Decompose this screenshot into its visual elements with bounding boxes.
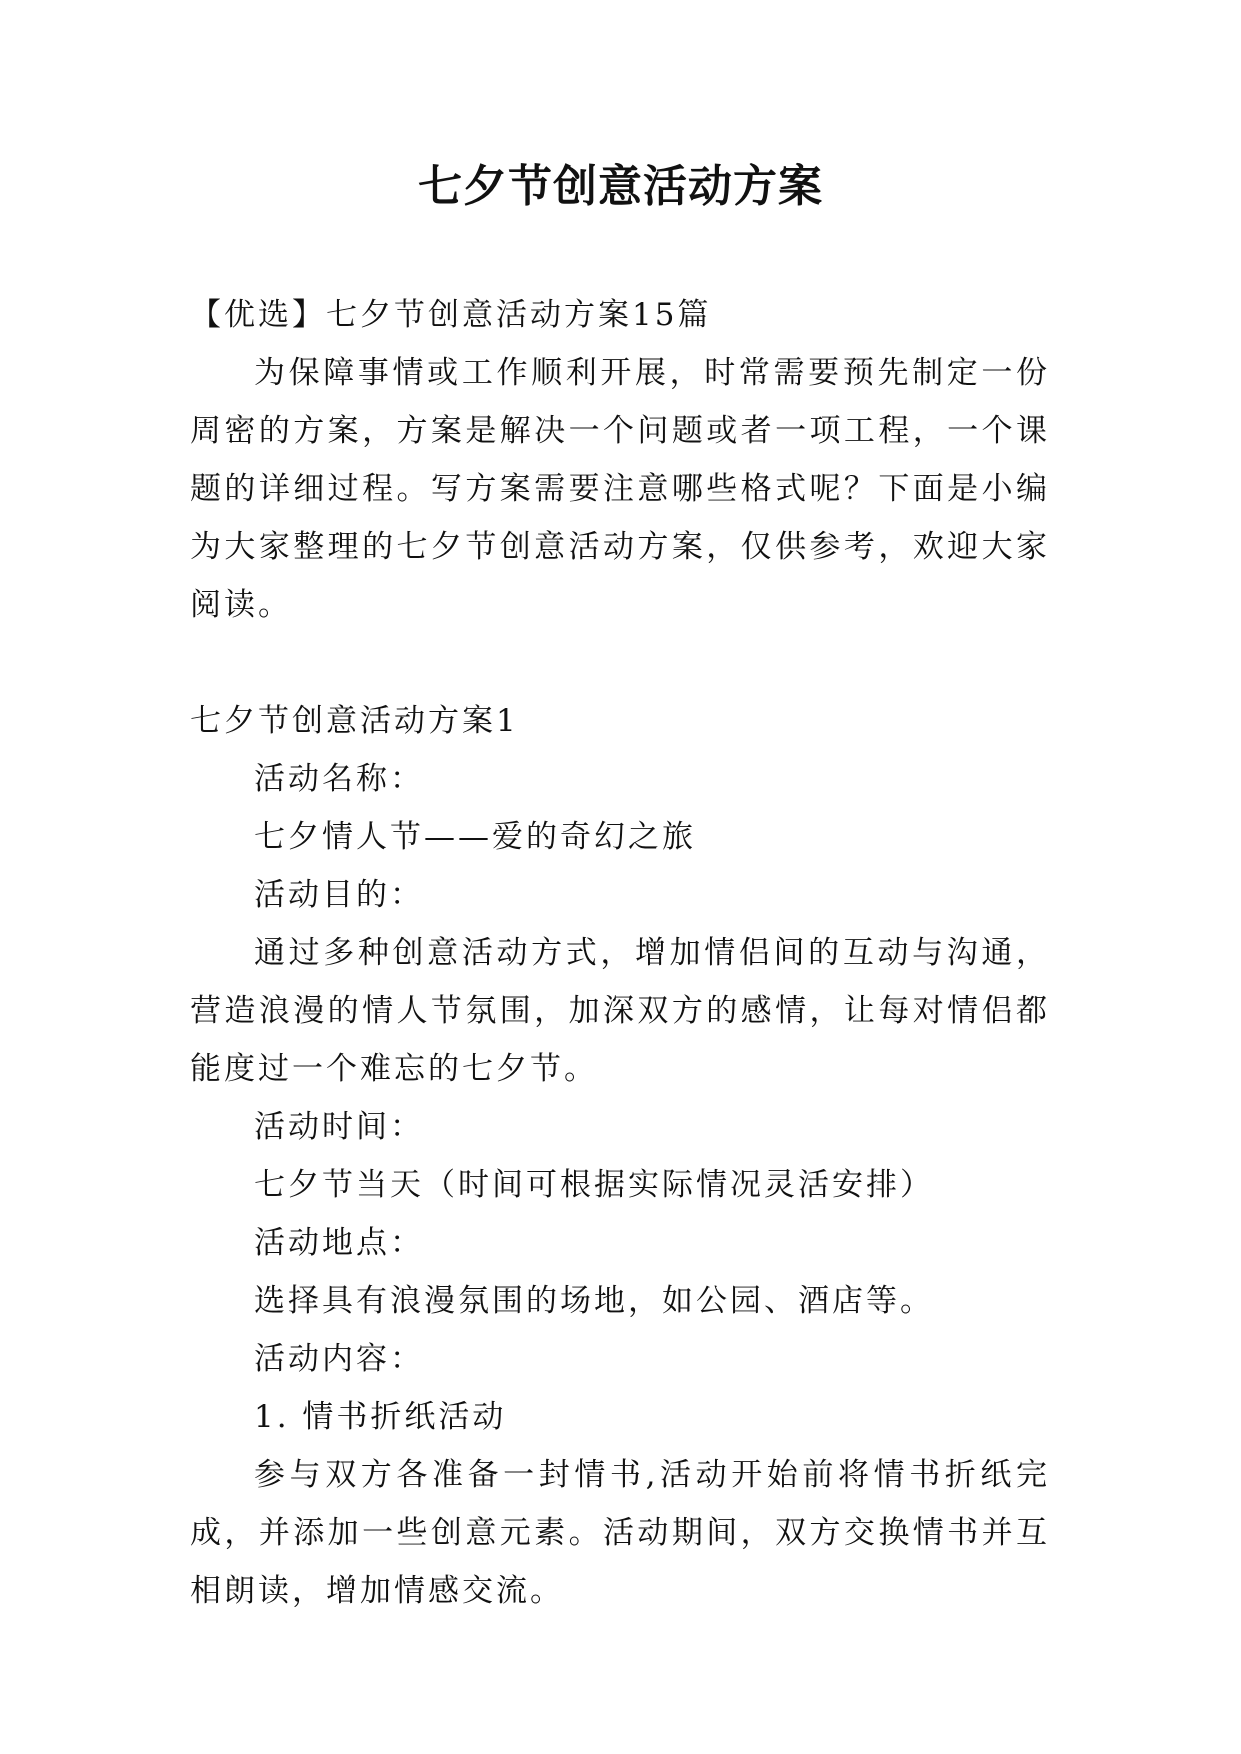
paragraph: 活动名称： (254, 761, 424, 797)
paragraph: 参与双方各准备一封情书,活动开始前将情书折纸完成，并添加一些创意元素。活动期间，双方交换情书并互相朗读，增加情感交流。 (190, 1457, 1050, 1609)
paragraph: 活动时间： (254, 1109, 424, 1145)
document-title: 七夕节创意活动方案 (418, 161, 823, 212)
paragraph: 七夕节创意活动方案1 (190, 703, 519, 739)
paragraph: 活动内容： (254, 1341, 424, 1377)
paragraph: 【优选】七夕节创意活动方案15篇 (190, 297, 712, 333)
paragraph: 七夕情人节——爱的奇幻之旅 (254, 819, 696, 855)
paragraph: 为保障事情或工作顺利开展，时常需要预先制定一份周密的方案，方案是解决一个问题或者一项工程，一个课题的详细过程。写方案需要注意哪些格式呢？下面是小编为大家整理的七夕节创意活动方案，仅供参考，欢迎大家阅读。 (190, 355, 1050, 623)
document-body (190, 286, 1050, 1620)
paragraph: 选择具有浪漫氛围的场地，如公园、酒店等。 (254, 1283, 934, 1319)
paragraph: 1. 情书折纸活动 (254, 1399, 507, 1435)
paragraph: 活动目的： (254, 877, 424, 913)
paragraph: 通过多种创意活动方式，增加情侣间的互动与沟通，营造浪漫的情人节氛围，加深双方的感情，让每对情侣都能度过一个难忘的七夕节。 (190, 935, 1050, 1087)
paragraph: 七夕节当天（时间可根据实际情况灵活安排） (254, 1167, 934, 1203)
paragraph: 活动地点： (254, 1225, 424, 1261)
